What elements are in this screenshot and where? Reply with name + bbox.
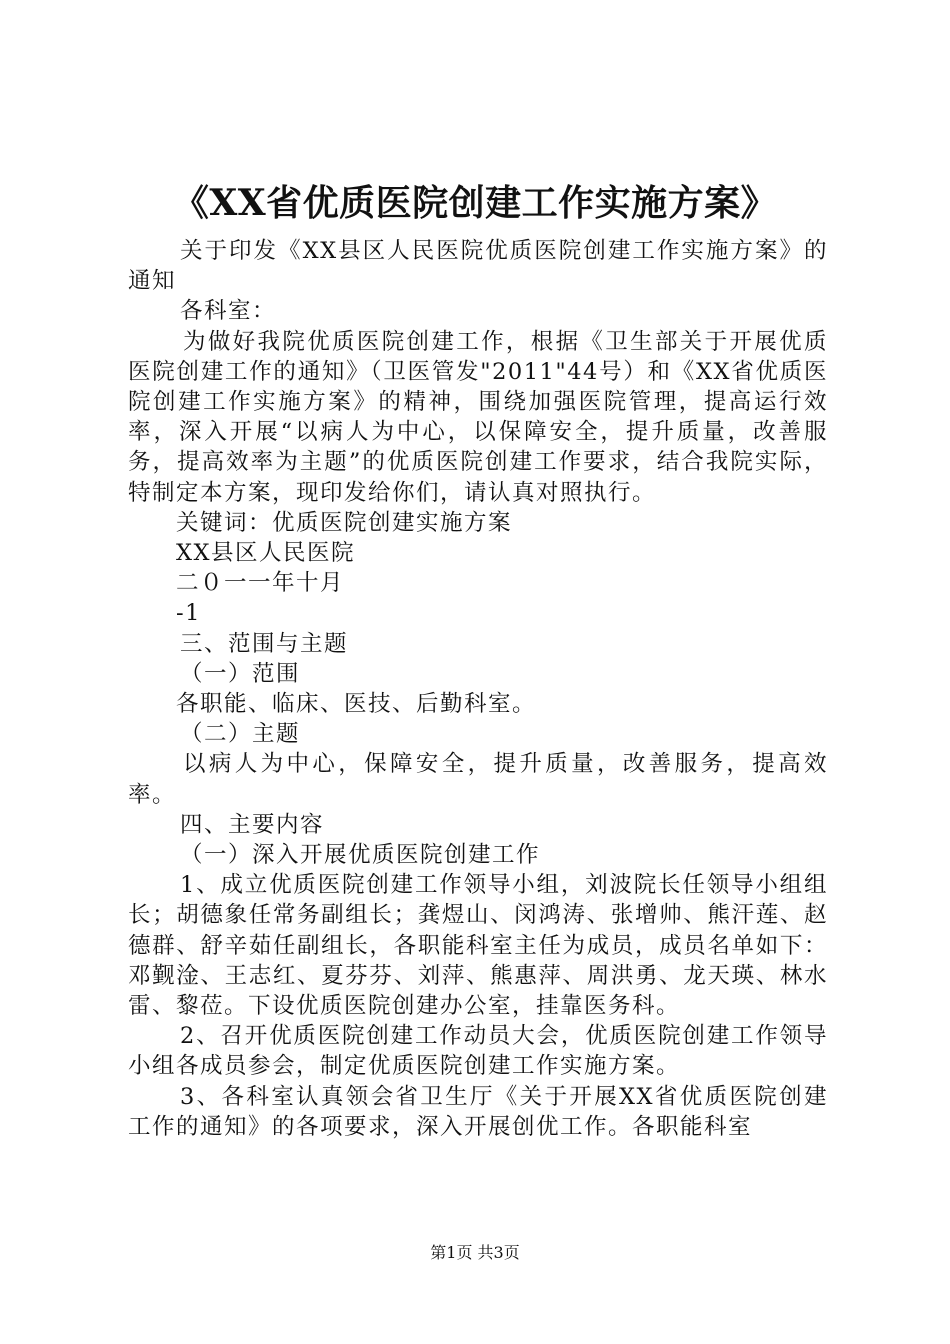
subsection-heading-creation: （一）深入开展优质医院创建工作 — [180, 842, 541, 869]
keywords-line: 关键词：优质医院创建实施方案 — [176, 509, 513, 536]
section-heading-content: 四、主要内容 — [180, 811, 325, 838]
salutation: 各科室： — [180, 298, 277, 325]
item-2-paragraph: 2、召开优质医院创建工作动员大会，优质医院创建工作领导小组各成员参会，制定优质医院创建工作实施方案。 — [128, 1023, 828, 1080]
notice-heading: 关于印发《XX县区人民医院优质医院创建工作实施方案》的通知 — [128, 238, 828, 295]
page-number-footer: 第1页 共3页 — [430, 1243, 520, 1262]
section-heading-scope: 三、范围与主题 — [180, 630, 349, 657]
scope-text: 各职能、临床、医技、后勤科室。 — [176, 691, 537, 718]
issue-date: 二０一一年十月 — [176, 570, 345, 597]
subsection-heading-scope: （一）范围 — [180, 660, 301, 687]
section-marker: -1 — [176, 600, 201, 627]
subsection-heading-theme: （二）主题 — [180, 721, 301, 748]
theme-text: 以病人为中心，保障安全，提升质量，改善服务，提高效率。 — [128, 751, 828, 808]
document-body — [128, 236, 828, 1142]
issuer-name: XX县区人民医院 — [176, 540, 356, 567]
item-1-paragraph: 1、成立优质医院创建工作领导小组，刘波院长任领导小组组长；胡德象任常务副组长；龚煜山、闵鸿涛、张增帅、熊汗莲、赵德群、舒辛茹任副组长，各职能科室主任为成员，成员名单如下：邓觐淦、王志红、夏芬芬、刘萍、熊惠萍、周洪勇、龙天瑛、林水雷、黎莅。下设优质医院创建办公室，挂靠医务科。 — [128, 872, 828, 1020]
document-title: 《XX省优质医院创建工作实施方案》 — [172, 182, 778, 224]
intro-paragraph: 为做好我院优质医院创建工作，根据《卫生部关于开展优质医院创建工作的通知》（卫医管发"2011"44号）和《XX省优质医院创建工作实施方案》的精神，围绕加强医院管理，提高运行效率，深入开展“以病人为中心，以保障安全，提升质量，改善服务，提高效率为主题”的优质医院创建工作要求，结合我院实际，特制定本方案，现印发给你们，请认真对照执行。 — [128, 328, 828, 506]
item-3-paragraph: 3、各科室认真领会省卫生厅《关于开展XX省优质医院创建工作的通知》的各项要求，深入开展创优工作。各职能科室 — [128, 1083, 828, 1140]
